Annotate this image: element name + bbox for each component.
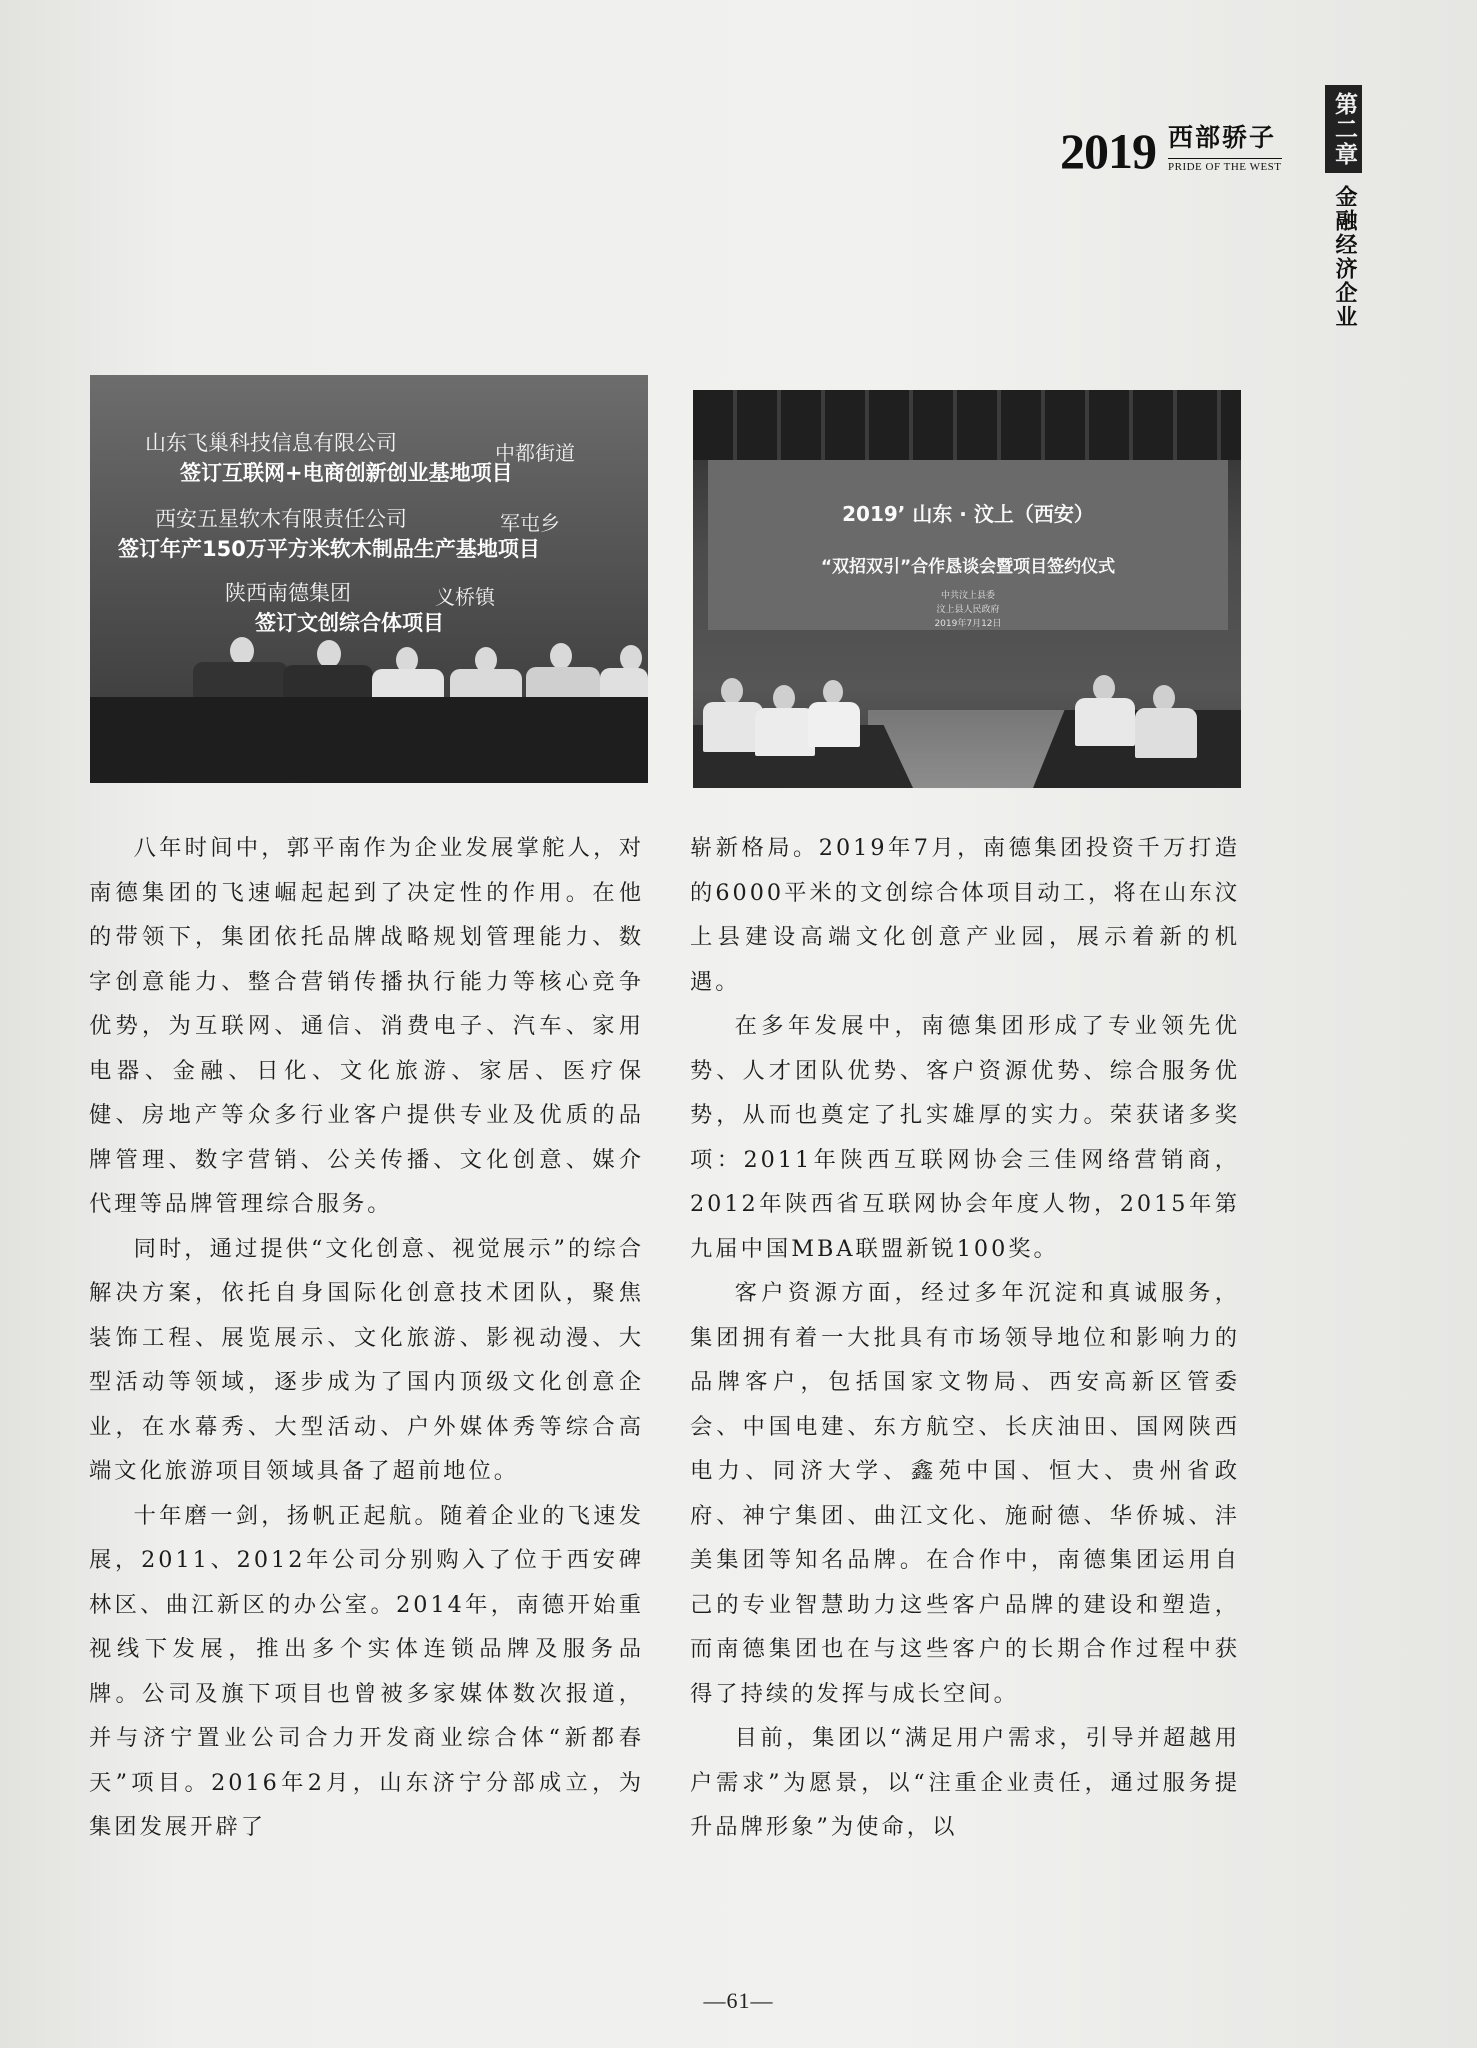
stage-company-1: 山东飞巢科技信息有限公司 <box>145 431 397 455</box>
screen-subtitle: “双招双引”合作恳谈会暨项目签约仪式 <box>820 557 1116 577</box>
stage-place-1: 中都街道 <box>495 441 575 465</box>
screen-org-1: 中共汶上县委 <box>940 591 995 601</box>
ceiling <box>693 390 1241 460</box>
brand-year: 2019 <box>1060 123 1156 179</box>
article-paragraph: 目前，集团以“满足用户需求，引导并超越用户需求”为愿景，以“注重企业责任，通过服务提升品牌形象”为使命，以 <box>690 1725 1240 1840</box>
stage-project-3: 签订文创综合体项目 <box>255 611 444 635</box>
stage-project-2: 签订年产150万平方米软木制品生产基地项目 <box>118 537 540 561</box>
article-paragraph: 在多年发展中，南德集团形成了专业领先优势、人才团队优势、客户资源优势、综合服务优势，从而也奠定了扎实雄厚的实力。荣获诸多奖项：2011年陕西互联网协会三佳网络营销商，2012年陕西省互联网协会年度人物，2015年第九届中国MBA联盟新锐100奖。 <box>690 1013 1240 1262</box>
signing-ceremony-photo-right <box>693 390 1241 788</box>
stage-place-2: 军屯乡 <box>500 511 560 535</box>
page-number: —61— <box>703 1988 774 2013</box>
screen-title: 2019’ 山东 · 汶上（西安） <box>842 502 1094 526</box>
stage-project-1: 签订互联网+电商创新创业基地项目 <box>180 461 513 485</box>
screen-org-2: 汶上县人民政府 <box>936 605 1000 615</box>
stage-company-2: 西安五星软木有限责任公司 <box>155 507 407 531</box>
article-column-right <box>690 826 1240 1850</box>
section-title: 金融经济企业 <box>1332 185 1357 329</box>
magazine-brand <box>1060 120 1300 180</box>
article-paragraph: 十年磨一剑，扬帆正起航。随着企业的飞速发展，2011、2012年公司分别购入了位于西安碑林区、曲江新区的办公室。2014年，南德开始重视线下发展，推出多个实体连锁品牌及服务品牌。公司及旗下项目也曾被多家媒体数次报道，并与济宁置业公司合力开发商业综合体“新都春天”项目。2016年2月，山东济宁分部成立，为集团发展开辟了 <box>89 1502 644 1840</box>
screen-date: 2019年7月12日 <box>934 619 1002 629</box>
article-paragraph: 八年时间中，郭平南作为企业发展掌舵人，对南德集团的飞速崛起起到了决定性的作用。在他的带领下，集团依托品牌战略规划管理能力、数字创意能力、整合营销传播执行能力等核心竞争优势，为互联网、通信、消费电子、汽车、家用电器、金融、日化、文化旅游、家居、医疗保健、房地产等众多行业客户提供专业及优质的品牌管理、数字营销、公关传播、文化创意、媒介代理等品牌管理综合服务。 <box>89 835 644 1217</box>
signing-ceremony-photo-left <box>90 375 648 783</box>
signing-table <box>90 697 648 783</box>
brand-chinese-title: 西部骄子 <box>1168 123 1277 152</box>
article-paragraph-continued: 崭新格局。2019年7月，南德集团投资千万打造的6000平米的文创综合体项目动工，将在山东汶上县建设高端文化创意产业园，展示着新的机遇。 <box>690 835 1240 995</box>
article-column-left <box>89 826 644 1850</box>
stage-company-3: 陕西南德集团 <box>225 581 351 605</box>
article-paragraph: 同时，通过提供“文化创意、视觉展示”的综合解决方案，依托自身国际化创意技术团队，聚焦装饰工程、展览展示、文化旅游、影视动漫、大型活动等领域，逐步成为了国内顶级文化创意企业，在水幕秀、大型活动、户外媒体秀等综合高端文化旅游项目领域具备了超前地位。 <box>89 1235 644 1484</box>
article-paragraph: 客户资源方面，经过多年沉淀和真诚服务，集团拥有着一大批具有市场领导地位和影响力的品牌客户，包括国家文物局、西安高新区管委会、中国电建、东方航空、长庆油田、国网陕西电力、同济大学、鑫苑中国、恒大、贵州省政府、神宁集团、曲江文化、施耐德、华侨城、沣美集团等知名品牌。在合作中，南德集团运用自己的专业智慧助力这些客户品牌的建设和塑造，而南德集团也在与这些客户的长期合作过程中获得了持续的发挥与成长空间。 <box>690 1280 1240 1707</box>
brand-english-title: PRIDE OF THE WEST <box>1168 158 1282 173</box>
stage-place-3: 义桥镇 <box>435 585 495 609</box>
projection-screen <box>708 460 1228 630</box>
chapter-label: 第二章 <box>1325 85 1362 173</box>
